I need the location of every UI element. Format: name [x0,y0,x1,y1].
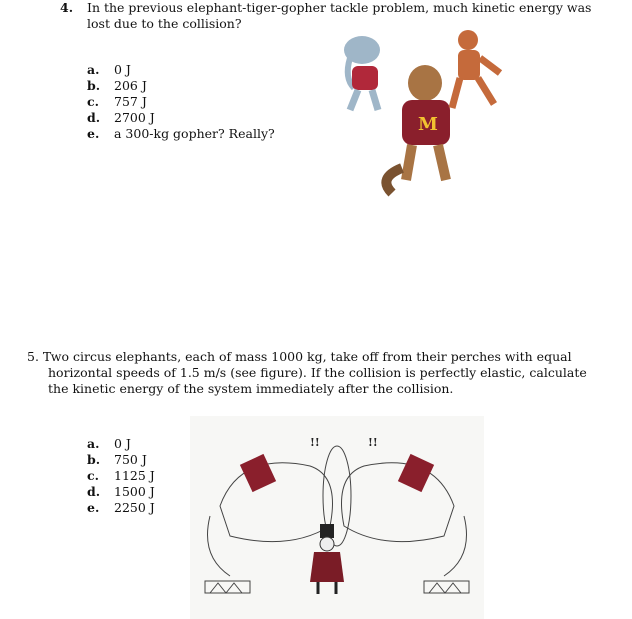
option-letter: b. [87,78,101,93]
gopher-mascot [386,65,450,193]
circus-elephants-figure [190,416,484,619]
question-5-text-line-2: horizontal speeds of 1.5 m/s (see figure). If the collision is perfectly elastic, calculate [48,365,587,380]
option-letter: a. [87,436,100,451]
mascots-illustration [330,28,510,203]
option-letter: c. [87,94,99,109]
impact-mark-left: !! [310,436,320,449]
question-4-text-line-2: lost due to the collision? [87,16,242,31]
option-letter: e. [87,500,100,515]
question-4-options [87,62,337,142]
question-4-number: 4. [60,0,74,15]
question-5-text-line-3: the kinetic energy of the system immediately after the collision. [48,381,454,396]
option-letter: d. [87,484,101,499]
option-text: 1125 J [114,468,155,483]
option-text: a 300-kg gopher? Really? [114,126,275,141]
question-5-text-line-1: 5. Two circus elephants, each of mass 1000 kg, take off from their perches with equal [27,349,572,364]
option-text: 750 J [114,452,147,467]
option-text: 2700 J [114,110,155,125]
question-4-text-line-1: In the previous elephant-tiger-gopher tackle problem, much kinetic energy was [87,0,592,15]
impact-mark-right: !! [368,436,378,449]
option-text: 0 J [114,62,131,77]
option-letter: d. [87,110,101,125]
option-text: 1500 J [114,484,155,499]
option-text: 757 J [114,94,147,109]
svg-text:M: M [418,114,438,135]
question-5-options [87,436,187,516]
option-letter: c. [87,468,99,483]
option-text: 206 J [114,78,147,93]
option-text: 0 J [114,436,131,451]
option-text: 2250 J [114,500,155,515]
elephant-mascot [344,36,380,110]
option-letter: b. [87,452,101,467]
option-letter: e. [87,126,100,141]
tiger-mascot [452,30,500,108]
option-letter: a. [87,62,100,77]
